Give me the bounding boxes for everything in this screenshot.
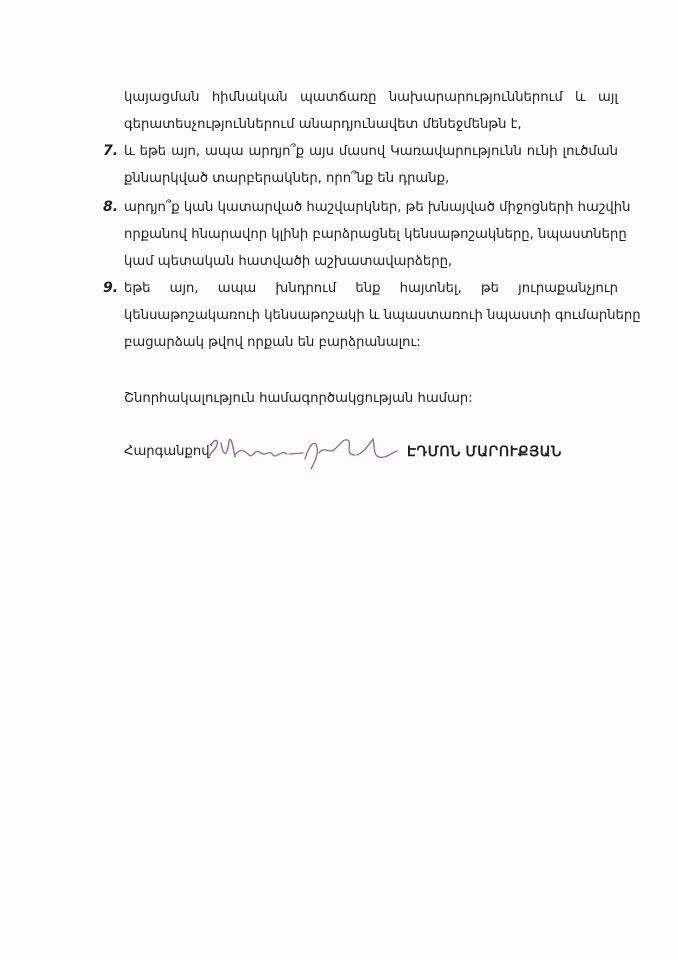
item-9-number: 9. xyxy=(103,280,119,296)
item-7-line-1: և եթե այո, ապա արդյո՞ք այս մասով Կառավարությունն ունի լուծման xyxy=(124,144,618,159)
thanks-line: Շնորհակալություն համագործակցության համար: xyxy=(124,391,473,406)
intro-line-2: գերատեսչություններում անարդյունավետ մենեջմենթն է, xyxy=(124,117,522,132)
item-8-number: 8. xyxy=(103,199,119,215)
item-7-number: 7. xyxy=(103,143,119,159)
signature-image xyxy=(205,425,405,475)
signer-name: ԷԴՄՈՆ ՄԱՐՈՒՔՅԱՆ xyxy=(407,443,562,459)
item-9-line-1: եթե այո, ապա խնդրում ենք հայտնել, թե յուրաքանչյուր xyxy=(124,281,618,296)
item-8-line-1: արդյո՞ք կան կատարված հաշվարկներ, թե խնայված միջոցների հաշվին xyxy=(124,200,631,215)
item-8-line-2: որքանով հնարավոր կլինի բարձրացնել կենսաթոշակները, նպաստները xyxy=(124,227,627,242)
regards-label: Հարգանքով՝ xyxy=(124,444,213,459)
item-9-line-2: կենսաթոշակառուի կենսաթոշակի և նպաստառուի նպաստի գումարները xyxy=(124,308,641,323)
item-7-line-2: քննարկված տարբերակներ, որո՞նք են դրանք, xyxy=(124,171,450,186)
item-9-line-3: բացարձակ թվով որքան են բարձրանալու: xyxy=(124,335,421,350)
intro-line-1: կայացման հիմնական պատճառը նախարարություններում և այլ xyxy=(124,90,618,105)
item-8-line-3: կամ պետական հատվածի աշխատավարձերը, xyxy=(124,254,453,269)
